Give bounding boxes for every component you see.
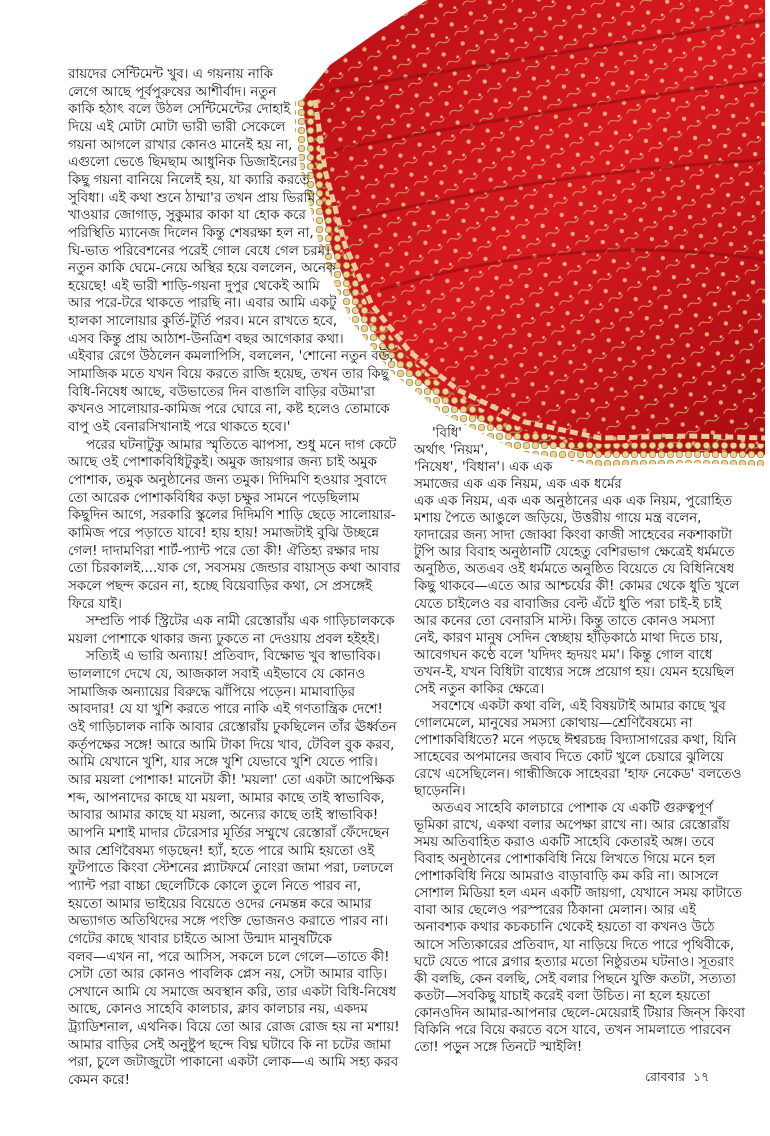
text-line: কোনওদিন আমার-আপনার ছেলে-মেয়েরাই টিয়ার জিন্‌স কিংবা — [414, 1005, 746, 1021]
text-line: মশায় পৈতে আঙুলে জড়িয়ে, উত্তরীয় গায়ে মন্ত্র বলেন, — [414, 511, 702, 527]
text-line: আর পরে-টরে থাকতে পারছি না। এবার আমি একটু — [68, 296, 337, 312]
text-line: আবদার! যে যা খুশি করতে পারে নাকি এই গণতান্ত্রিক দেশে! — [68, 702, 383, 718]
text-line: ফুটপাতে কিংবা স্টেশনের প্ল্যাটফর্মে নোংরা জামা পরা, ঢলঢলে — [68, 861, 394, 877]
text-line: ফিরে যাই। — [68, 596, 122, 612]
text-line: অনাবশ্যক কথার কচকচানি থেকেই হয়তো বা কখনও উঠে — [414, 920, 715, 936]
text-line: সম্প্রতি পার্ক স্ট্রিটের এক নামী রেস্তোরাঁয় এক গাড়িচালককে — [86, 614, 395, 630]
text-line: প্যান্ট পরা বাচ্চা ছেলেটিকে কোলে তুলে নিতে পারব না, — [68, 878, 362, 894]
text-line: কী বলছি, কেন বলছি, সেই বলার পিছনে যুক্তি কতটা, সত্যতা — [414, 971, 737, 987]
text-line: নতুন কাকি ঘেমে-নেয়ে অস্থির হয়ে বললেন, অনেক — [68, 261, 336, 277]
text-line: হয়তো আমার ভাইয়ের বিয়েতে ওদের নেমন্তন্ন করে আমার — [68, 896, 372, 912]
text-line: আর শ্রেণিবৈষম্য গড়ছেন! হ্যাঁ, হতে পারে আমি হয়তো ওই — [68, 843, 375, 859]
text-line: রেখে এসেছিলেন। গান্ধীজিকে সাহেবরা 'হাফ নেকেড' বলতেও — [414, 767, 742, 782]
text-line: গয়না আগলে রাখার কোনও মানেই হয় না, — [68, 137, 293, 153]
text-line: সকলে পছন্দ করেন না, হচ্ছে বিয়েবাড়ির কথা, সে প্রসঙ্গেই — [68, 578, 373, 594]
text-line: সাহেবের অপমানের জবাব দিতে কোট খুলে চেয়ারে ঝুলিয়ে — [414, 749, 724, 765]
text-line: 'নিষেধ', 'বিধান'। এক এক — [414, 460, 553, 476]
text-line: সেখানে আমি যে সমাজে অবস্থান করি, তার একটা বিধি-নিষেধ — [68, 984, 397, 1000]
text-line: তো চিরকালই....যাক গে, সবসময় জেন্ডার বায়াস্‌ড কথা আবার — [68, 561, 401, 577]
text-line: কিছু থাকবে—এতে আর আশ্চর্যের কী! কোমর থেকে ধুতি খুলে — [414, 579, 740, 595]
text-line: বিবাহ অনুষ্ঠানের পোশাকবিধি নিয়ে লিখতে গিয়ে মনে হল — [414, 852, 716, 868]
text-line: সোশাল মিডিয়া হল এমন একটি জায়গা, যেখানে সময় কাটাতে — [414, 886, 742, 902]
text-line: কখনও সালোয়ার-কামিজ পরে ঘোরে না, কষ্ট হলেও তোমাকে — [68, 402, 390, 418]
text-line: অভ্যাগত অতিথিদের সঙ্গে পংক্তি ভোজনও করাতে পারব না। — [68, 914, 389, 930]
text-line: আর ময়লা পোশাক! মানেটা কী! 'ময়লা' তো একটা আপেক্ষিক — [68, 773, 395, 788]
text-line: সুবিধা। এই কথা শুনে ঠাম্মা'র তখন প্রায় ভিরমি — [68, 190, 316, 206]
text-line: লেগে আছে পূর্বপুরুষের আশীর্বাদ। নতুন — [68, 84, 277, 100]
text-line: এইবার রেগে উঠলেন কমলাপিসি, বললেন, 'শোনো নতুন বউ, — [68, 349, 394, 365]
text-line: হয়েছে! এই ভারী শাড়ি-গয়না দুপুর থেকেই আমি — [68, 278, 320, 294]
text-line: পোশাক, তমুক অনুষ্ঠানের জন্য তমুক। দিদিমণি হওয়ার সুবাদে — [68, 472, 387, 488]
text-line: ফাদারের জন্য সাদা জোব্বা কিংবা কাজী সাহেবের নকশাকাটা — [414, 528, 732, 544]
text-line: সময় অতিবাহিত করাও একটি সাহেবি কেতারই অঙ্গ। তবে — [414, 835, 715, 851]
text-line: হালকা সালোয়ার কুর্তি-টুর্তি পরব। মনে রাখতে হবে, — [68, 314, 338, 330]
text-line: আবার আমার কাছে যা ময়লা, অন্যের কাছে তাই স্বাভাবিক! — [68, 808, 379, 824]
text-line: গেটের কাছে খাবার চাইতে আসা উন্মাদ মানুষটিকে — [68, 931, 332, 947]
text-line: কামিজ পরে পড়াতে যাবে! হায় হায়! সমাজটাই বুঝি উচ্ছন্নে — [68, 525, 379, 541]
text-line: আমি যেখানে খুশি, যার সঙ্গে খুশি যেভাবে খুশি যেতে পারি। — [68, 755, 378, 771]
text-line: ছাড়েননি। — [414, 784, 466, 800]
text-line: আছে ওই পোশাকবিধিটুকুই। অমুক জায়গার জন্য চাই অমুক — [68, 455, 377, 471]
text-line: সমাজের এক এক নিয়ম, এক এক ধর্মের — [414, 477, 622, 493]
text-line: সত্যিই এ ভারি অন্যায়! প্রতিবাদ, বিক্ষোভ খুব স্বাভাবিক। — [86, 649, 381, 665]
text-line: কতটা—সবকিছু যাচাই করেই বলা উচিত। না হলে হয়তো — [414, 988, 711, 1004]
text-line: আর কনের তো বেনারসি মাস্ট। কিন্তু তাতে কোনও সমস্যা — [414, 613, 715, 629]
text-line: আমার বাড়ির সেই অনুষ্টুপ ছন্দে বিঘ্ন ঘটাবে কি না চটের জামা — [68, 1037, 391, 1053]
text-line: পরের ঘটনাটুকু আমার স্মৃতিতে ঝাপসা, শুধু মনে দাগ কেটে — [86, 437, 397, 453]
text-line: অনুষ্ঠিত, অতএব ওই ধর্মমতে অনুষ্ঠিত বিয়েতে যে বিধিনিষেধ — [414, 562, 735, 578]
text-line: ময়লা পোশাকে থাকার জন্য ঢুকতে না দেওয়ায় প্রবল হইহই। — [68, 631, 380, 647]
text-line: অর্থাৎ 'নিয়ম', — [414, 443, 489, 459]
text-line: ট্র্যাডিশনাল, এথনিক। বিয়ে তো আর রোজ রোজ হয় না মশায়! — [68, 1020, 400, 1036]
text-line: আবেগঘন কণ্ঠে বলে 'যদিদং হৃদয়ং মম'। কিন্তু গোল বাধে — [414, 647, 713, 663]
text-line: ঘটে যেতে পারে ব্লগার হত্যার মতো নিষ্ঠুরতম ঘটনাও। সূতরাং — [414, 954, 735, 970]
text-line: দিয়ে এই মোটা মোটা ভারী ভারী সেকেলে — [68, 119, 286, 135]
text-line: সেটা তো আর কোনও পাবলিক প্লেস নয়, সেটা আমার বাড়ি। — [68, 967, 388, 983]
text-line: গেল! দাদামণিরা শার্ট-প্যান্ট পরে তো কী! ঐতিহ্য রক্ষার দায় — [68, 543, 379, 559]
magazine-name: রোববার — [645, 1069, 685, 1084]
text-line: গোলমেলে, মানুষের সমস্যা কোথায়—শ্রেণিবৈষম্যে না — [414, 715, 693, 731]
text-line: বিধি-নিষেধ আছে, বউভাতের দিন বাঙালি বাড়ির বউমা'রা — [68, 384, 375, 400]
text-line: তো! পড়ুন সঙ্গে তিনটে স্মাইলি! — [414, 1039, 583, 1055]
text-line: কাকি হঠাৎ বলে উঠল সেন্টিমেন্টের দোহাই — [68, 102, 291, 118]
text-line: কর্তৃপক্ষের সঙ্গে! আরে আমি টাকা দিয়ে খাব, টেবিল বুক করব, — [68, 737, 395, 753]
text-line: সামাজিক মতে যখন বিয়ে করতে রাজি হয়েছ, তখন তার কিছু — [68, 367, 389, 383]
text-line: কিছু গয়না বানিয়ে নিলেই হয়, যা ক্যারি করতে — [68, 172, 310, 188]
text-line: বাপু ওই বেনারসিখানাই পরে থাকতে হবে।' — [68, 420, 291, 435]
text-line: রায়দের সেন্টিমেন্ট খুব। এ গয়নায় নাকি — [68, 67, 273, 82]
text-line: সেই নতুন কাকির ক্ষেত্রে। — [414, 681, 545, 697]
text-line: সবশেষে একটা কথা বলি, এই বিষয়টাই আমার কাছে খুব — [432, 698, 726, 714]
text-line: পোশাকবিধি নিয়ে আমরাও বাড়াবাড়ি কম করি না। আসলে — [414, 869, 719, 885]
text-line: 'বিধি' — [432, 426, 462, 441]
text-line: কেমন করে! — [68, 1073, 130, 1089]
text-line: এসব কিন্তু প্রায় আঠাশ-উনত্রিশ বছর আগেকার কথা। — [68, 331, 344, 347]
text-line: পোশাকবিধিতে? মনে পড়ছে ঈশ্বরচন্দ্র বিদ্যাসাগরের কথা, যিনি — [414, 732, 737, 748]
page-footer — [645, 1069, 709, 1089]
text-line: তখন-ই, যখন বিধিটা বাধ্যের সঙ্গে প্রয়োগ হয়। যেমন হয়েছিল — [414, 664, 735, 680]
text-line: কিছুদিন আগে, সরকারি স্কুলের দিদিমণি শাড়ি ছেড়ে সালোয়ার- — [68, 508, 396, 524]
text-line: সামাজিক অন্যায়ের বিরুদ্ধে ঝাঁপিয়ে পড়েন। মামাবাড়ির — [68, 684, 356, 700]
text-line: অতএব সাহেবি কালচারে পোশাক যে একটি গুরুত্বপূর্ণ — [432, 801, 713, 817]
text-line: পরিস্থিতি ম্যানেজ দিলেন কিন্তু শেষরক্ষা হল না, — [68, 225, 314, 241]
text-line: পরা, চুলে জটাজুটো পাকানো একটা লোক—এ আমি সহ্য করব — [68, 1055, 399, 1071]
text-line: আসে সত্যিকারের প্রতিবাদ, যা নাড়িয়ে দিতে পারে পৃথিবীকে, — [414, 937, 735, 953]
text-line: তো আরেক পোশাকবিধির কড়া চক্ষুর সামনে পড়েছিলাম — [68, 490, 360, 506]
text-line: যেতে চাইলেও বর বাবাজির বেল্ট এঁটে ধুতি পরা চাই-ই চাই — [414, 596, 722, 612]
text-line: ভূমিকা রাখে, একথা বলার অপেক্ষা রাখে না। আর রেস্তোরাঁয় — [414, 818, 730, 834]
text-line: টুপি আর বিবাহ অনুষ্ঠানটি যেহেতু বেশিরভাগ ক্ষেত্রেই ধর্মমতে — [414, 545, 735, 561]
text-line: এক এক নিয়ম, এক এক অনুষ্ঠানের এক এক নিয়ম, পুরোহিত — [414, 494, 733, 510]
text-line: ঘি-ভাত পরিবেশনের পরেই গোল বেধে গেল চরম। — [68, 243, 330, 259]
text-line: বলব—এখন না, পরে আসিস, সকলে চলে গেলে—তাতে কী! — [68, 949, 390, 965]
text-line: ওই গাড়িচালক নাকি আবার রেস্তোরাঁয় ঢুকছিলেন তাঁর ঊর্ধ্বতন — [68, 720, 397, 736]
text-line: নেই, কারণ মানুষ সেদিন স্বেচ্ছায় হাঁড়িকাঠে মাথা দিতে চায়, — [414, 630, 723, 646]
text-line: আছে, কোনও সাহেবি কালচার, ক্লাব কালচার নয়, একদম — [68, 1002, 368, 1018]
text-line: বিকিনি পরে বিয়ে করতে বসে যাবে, তখন সামলাতে পারবেন — [414, 1022, 731, 1038]
page-number: ১৭ — [692, 1069, 710, 1084]
text-line: শব্দ, আপনাদের কাছে যা ময়লা, আমার কাছে তাই স্বাভাবিক, — [68, 790, 385, 806]
text-line: আপনি মশাই মাদার টেরেসার মূর্তির সম্মুখে রেস্তোরাঁ ফেঁদেছেন — [68, 825, 390, 841]
text-line: এগুলো ভেঙে ছিমছাম আধুনিক ডিজাইনের — [68, 155, 298, 171]
text-line: ভাললাগে দেখে যে, আজকাল সবাই এইভাবে যে কোনও — [68, 667, 366, 683]
text-line: বাবা আর ছেলেও পরস্পরের ঠিকানা মেলান। আর এই — [414, 903, 696, 919]
text-line: খাওয়ার জোগাড়, সুকুমার কাকা যা হোক করে — [68, 208, 306, 224]
